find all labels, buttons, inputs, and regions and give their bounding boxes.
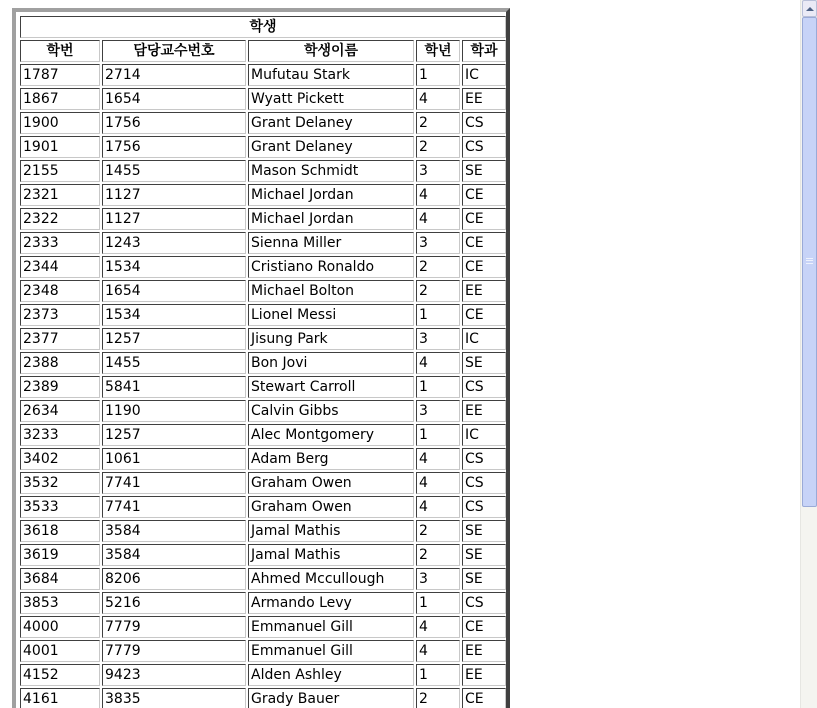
cell-department: EE: [462, 88, 506, 110]
cell-department: IC: [462, 424, 506, 446]
cell-grade: 2: [416, 544, 460, 566]
cell-student-name: Stewart Carroll: [248, 376, 414, 398]
student-table-frame: [12, 8, 510, 708]
cell-grade: 4: [416, 352, 460, 374]
cell-student-name: Jamal Mathis: [248, 520, 414, 542]
cell-professor-id: 1190: [102, 400, 246, 422]
cell-professor-id: 9423: [102, 664, 246, 686]
cell-department: CE: [462, 208, 506, 230]
cell-grade: 2: [416, 136, 460, 158]
table-row: [20, 472, 506, 494]
cell-student-name: Calvin Gibbs: [248, 400, 414, 422]
cell-grade: 4: [416, 88, 460, 110]
cell-department: EE: [462, 400, 506, 422]
cell-department: EE: [462, 664, 506, 686]
cell-student-name: Sienna Miller: [248, 232, 414, 254]
header-department: 학과: [462, 40, 506, 62]
cell-student-name: Grant Delaney: [248, 112, 414, 134]
cell-grade: 2: [416, 520, 460, 542]
cell-department: EE: [462, 280, 506, 302]
cell-student-id: 3853: [20, 592, 100, 614]
cell-student-name: Adam Berg: [248, 448, 414, 470]
cell-student-id: 4152: [20, 664, 100, 686]
cell-student-name: Alec Montgomery: [248, 424, 414, 446]
cell-student-name: Grant Delaney: [248, 136, 414, 158]
table-row: [20, 256, 506, 278]
cell-professor-id: 1756: [102, 112, 246, 134]
table-caption: 학생: [20, 16, 506, 38]
cell-grade: 4: [416, 496, 460, 518]
cell-grade: 3: [416, 160, 460, 182]
cell-department: CE: [462, 232, 506, 254]
cell-student-name: Emmanuel Gill: [248, 640, 414, 662]
cell-grade: 4: [416, 640, 460, 662]
table-row: [20, 160, 506, 182]
cell-student-name: Lionel Messi: [248, 304, 414, 326]
cell-department: EE: [462, 640, 506, 662]
cell-student-name: Jamal Mathis: [248, 544, 414, 566]
table-row: [20, 64, 506, 86]
cell-professor-id: 7779: [102, 616, 246, 638]
cell-student-name: Alden Ashley: [248, 664, 414, 686]
cell-professor-id: 1654: [102, 280, 246, 302]
cell-grade: 2: [416, 256, 460, 278]
header-grade: 학년: [416, 40, 460, 62]
cell-student-id: 1867: [20, 88, 100, 110]
cell-professor-id: 1534: [102, 304, 246, 326]
cell-professor-id: 1257: [102, 424, 246, 446]
table-row: [20, 400, 506, 422]
cell-student-id: 2321: [20, 184, 100, 206]
student-table: [18, 14, 508, 708]
cell-grade: 1: [416, 304, 460, 326]
cell-professor-id: 7741: [102, 472, 246, 494]
cell-grade: 4: [416, 448, 460, 470]
table-row: [20, 496, 506, 518]
table-row: [20, 304, 506, 326]
cell-student-name: Cristiano Ronaldo: [248, 256, 414, 278]
cell-student-name: Michael Jordan: [248, 184, 414, 206]
cell-grade: 3: [416, 232, 460, 254]
cell-student-name: Jisung Park: [248, 328, 414, 350]
cell-professor-id: 5841: [102, 376, 246, 398]
cell-student-id: 4161: [20, 688, 100, 708]
cell-student-id: 3402: [20, 448, 100, 470]
cell-student-name: Mason Schmidt: [248, 160, 414, 182]
cell-grade: 2: [416, 112, 460, 134]
header-student-id: 학번: [20, 40, 100, 62]
cell-student-name: Emmanuel Gill: [248, 616, 414, 638]
cell-student-id: 2389: [20, 376, 100, 398]
table-row: [20, 184, 506, 206]
cell-student-name: Graham Owen: [248, 472, 414, 494]
grip-icon: [806, 258, 813, 264]
table-row: [20, 616, 506, 638]
cell-student-id: 2377: [20, 328, 100, 350]
cell-professor-id: 7741: [102, 496, 246, 518]
cell-student-id: 3618: [20, 520, 100, 542]
cell-professor-id: 1756: [102, 136, 246, 158]
cell-department: SE: [462, 544, 506, 566]
cell-professor-id: 3835: [102, 688, 246, 708]
cell-student-id: 1787: [20, 64, 100, 86]
cell-student-id: 1900: [20, 112, 100, 134]
table-row: [20, 352, 506, 374]
cell-grade: 1: [416, 424, 460, 446]
cell-department: SE: [462, 352, 506, 374]
cell-professor-id: 3584: [102, 520, 246, 542]
cell-grade: 4: [416, 184, 460, 206]
cell-department: SE: [462, 160, 506, 182]
cell-student-id: 2322: [20, 208, 100, 230]
cell-professor-id: 1455: [102, 160, 246, 182]
table-row: [20, 424, 506, 446]
cell-student-id: 2344: [20, 256, 100, 278]
cell-student-id: 3619: [20, 544, 100, 566]
cell-professor-id: 1127: [102, 184, 246, 206]
cell-student-id: 2373: [20, 304, 100, 326]
table-row: [20, 640, 506, 662]
cell-department: CE: [462, 304, 506, 326]
cell-department: CE: [462, 616, 506, 638]
cell-department: CS: [462, 376, 506, 398]
cell-student-id: 3533: [20, 496, 100, 518]
table-row: [20, 544, 506, 566]
cell-department: CS: [462, 496, 506, 518]
cell-student-id: 2155: [20, 160, 100, 182]
cell-student-id: 2348: [20, 280, 100, 302]
cell-student-name: Armando Levy: [248, 592, 414, 614]
cell-department: CS: [462, 136, 506, 158]
cell-professor-id: 5216: [102, 592, 246, 614]
cell-department: CS: [462, 472, 506, 494]
table-row: [20, 208, 506, 230]
table-row: [20, 688, 506, 708]
cell-student-id: 2333: [20, 232, 100, 254]
cell-student-name: Bon Jovi: [248, 352, 414, 374]
cell-student-name: Mufutau Stark: [248, 64, 414, 86]
table-row: [20, 568, 506, 590]
cell-grade: 2: [416, 280, 460, 302]
cell-department: CS: [462, 592, 506, 614]
table-row: [20, 328, 506, 350]
cell-department: SE: [462, 520, 506, 542]
cell-professor-id: 1654: [102, 88, 246, 110]
table-row: [20, 448, 506, 470]
vertical-scrollbar[interactable]: [800, 0, 817, 708]
header-professor-id: 담당교수번호: [102, 40, 246, 62]
arrow-up-icon[interactable]: [802, 0, 817, 17]
header-row: [20, 40, 506, 62]
table-row: [20, 280, 506, 302]
cell-professor-id: 1127: [102, 208, 246, 230]
cell-student-id: 1901: [20, 136, 100, 158]
cell-professor-id: 8206: [102, 568, 246, 590]
cell-grade: 1: [416, 64, 460, 86]
table-row: [20, 376, 506, 398]
cell-grade: 1: [416, 592, 460, 614]
cell-professor-id: 1257: [102, 328, 246, 350]
table-row: [20, 112, 506, 134]
cell-department: IC: [462, 64, 506, 86]
cell-student-id: 3233: [20, 424, 100, 446]
cell-department: CE: [462, 688, 506, 708]
table-row: [20, 232, 506, 254]
cell-grade: 3: [416, 568, 460, 590]
table-row: [20, 664, 506, 686]
cell-student-id: 3684: [20, 568, 100, 590]
cell-grade: 4: [416, 616, 460, 638]
cell-student-name: Graham Owen: [248, 496, 414, 518]
cell-grade: 3: [416, 328, 460, 350]
cell-grade: 1: [416, 664, 460, 686]
cell-professor-id: 1534: [102, 256, 246, 278]
cell-student-name: Ahmed Mccullough: [248, 568, 414, 590]
cell-student-name: Michael Jordan: [248, 208, 414, 230]
cell-student-id: 4000: [20, 616, 100, 638]
cell-department: CS: [462, 448, 506, 470]
cell-student-name: Michael Bolton: [248, 280, 414, 302]
cell-student-id: 4001: [20, 640, 100, 662]
cell-student-id: 2634: [20, 400, 100, 422]
cell-student-name: Grady Bauer: [248, 688, 414, 708]
cell-department: CS: [462, 112, 506, 134]
cell-student-name: Wyatt Pickett: [248, 88, 414, 110]
table-row: [20, 520, 506, 542]
cell-professor-id: 1061: [102, 448, 246, 470]
cell-grade: 3: [416, 400, 460, 422]
table-row: [20, 136, 506, 158]
cell-professor-id: 1455: [102, 352, 246, 374]
cell-professor-id: 3584: [102, 544, 246, 566]
table-row: [20, 592, 506, 614]
cell-grade: 4: [416, 208, 460, 230]
table-row: [20, 88, 506, 110]
cell-department: CE: [462, 256, 506, 278]
cell-professor-id: 2714: [102, 64, 246, 86]
table-body: [20, 64, 506, 708]
header-student-name: 학생이름: [248, 40, 414, 62]
cell-professor-id: 1243: [102, 232, 246, 254]
cell-department: SE: [462, 568, 506, 590]
cell-student-id: 3532: [20, 472, 100, 494]
cell-grade: 1: [416, 376, 460, 398]
cell-student-id: 2388: [20, 352, 100, 374]
scrollbar-thumb[interactable]: [802, 17, 817, 507]
cell-grade: 4: [416, 472, 460, 494]
cell-grade: 2: [416, 688, 460, 708]
cell-professor-id: 7779: [102, 640, 246, 662]
cell-department: IC: [462, 328, 506, 350]
cell-department: CE: [462, 184, 506, 206]
